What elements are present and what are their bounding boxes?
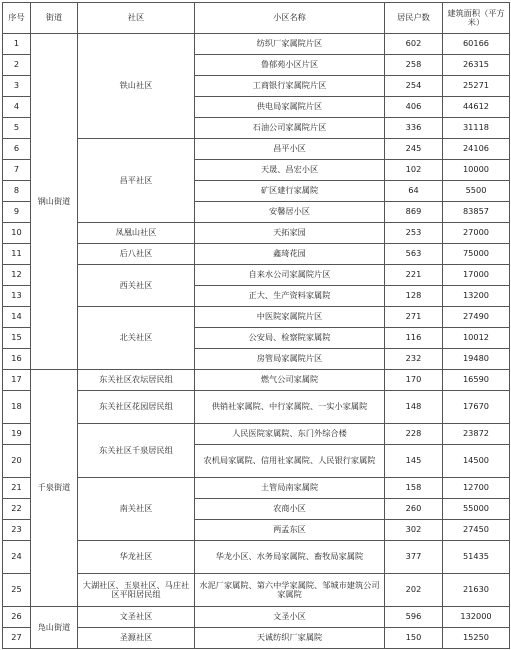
- cell-compound: 鲁郁苑小区片区: [195, 55, 385, 76]
- cell-households: 260: [385, 499, 443, 520]
- cell-street: 凫山街道: [31, 607, 78, 649]
- table-row: [3, 574, 510, 607]
- cell-households: 602: [385, 34, 443, 55]
- header-area: 建筑面积（平方米）: [443, 3, 510, 34]
- cell-community: 昌平社区: [78, 139, 195, 223]
- table-row: [3, 265, 510, 286]
- cell-households: 150: [385, 628, 443, 649]
- cell-no: 25: [3, 574, 31, 607]
- cell-compound: 工商银行家属院片区: [195, 76, 385, 97]
- cell-area: 132000: [443, 607, 510, 628]
- cell-community: 圣源社区: [78, 628, 195, 649]
- cell-compound: 石油公司家属院片区: [195, 118, 385, 139]
- table-row: [3, 307, 510, 328]
- cell-compound: 天诚纺织厂家属院: [195, 628, 385, 649]
- cell-households: 148: [385, 391, 443, 424]
- cell-area: 17670: [443, 391, 510, 424]
- cell-street: 千泉街道: [31, 370, 78, 607]
- cell-compound: 安馨居小区: [195, 202, 385, 223]
- cell-area: 26315: [443, 55, 510, 76]
- cell-no: 20: [3, 445, 31, 478]
- cell-no: 6: [3, 139, 31, 160]
- cell-area: 27450: [443, 520, 510, 541]
- cell-households: 869: [385, 202, 443, 223]
- cell-households: 145: [385, 445, 443, 478]
- cell-community: 东关社区千泉居民组: [78, 424, 195, 478]
- cell-area: 19480: [443, 349, 510, 370]
- cell-households: 245: [385, 139, 443, 160]
- cell-area: 10000: [443, 160, 510, 181]
- cell-compound: 供电局家属院片区: [195, 97, 385, 118]
- cell-community: 西关社区: [78, 265, 195, 307]
- cell-community: 北关社区: [78, 307, 195, 370]
- cell-area: 13200: [443, 286, 510, 307]
- table-row: [3, 424, 510, 445]
- cell-no: 5: [3, 118, 31, 139]
- cell-households: 377: [385, 541, 443, 574]
- cell-area: 31118: [443, 118, 510, 139]
- cell-no: 7: [3, 160, 31, 181]
- table-row: [3, 34, 510, 55]
- cell-compound: 自来水公司家属院片区: [195, 265, 385, 286]
- cell-area: 10012: [443, 328, 510, 349]
- cell-compound: 农商小区: [195, 499, 385, 520]
- cell-compound: 农机局家属院、信用社家属院、人民银行家属院: [195, 445, 385, 478]
- cell-community: 大湖社区、玉泉社区、马庄社区平阳居民组: [78, 574, 195, 607]
- header-no: 序号: [3, 3, 31, 34]
- header-households: 居民户数: [385, 3, 443, 34]
- cell-compound: 矿区建行家属院: [195, 181, 385, 202]
- table-row: [3, 541, 510, 574]
- cell-community: 南关社区: [78, 478, 195, 541]
- cell-compound: 人民医院家属院、东门外综合楼: [195, 424, 385, 445]
- cell-no: 27: [3, 628, 31, 649]
- cell-households: 596: [385, 607, 443, 628]
- cell-households: 258: [385, 55, 443, 76]
- cell-compound: 天拓家园: [195, 223, 385, 244]
- cell-area: 60166: [443, 34, 510, 55]
- cell-area: 27490: [443, 307, 510, 328]
- header-street: 街道: [31, 3, 78, 34]
- header-community: 社区: [78, 3, 195, 34]
- cell-compound: 文圣小区: [195, 607, 385, 628]
- cell-no: 8: [3, 181, 31, 202]
- cell-no: 3: [3, 76, 31, 97]
- cell-area: 51435: [443, 541, 510, 574]
- cell-area: 55000: [443, 499, 510, 520]
- cell-area: 27000: [443, 223, 510, 244]
- cell-no: 11: [3, 244, 31, 265]
- cell-area: 75000: [443, 244, 510, 265]
- cell-households: 116: [385, 328, 443, 349]
- cell-no: 13: [3, 286, 31, 307]
- cell-compound: 正大、生产资料家属院: [195, 286, 385, 307]
- table-row: [3, 223, 510, 244]
- table-header-row: [3, 3, 510, 34]
- cell-no: 16: [3, 349, 31, 370]
- cell-households: 254: [385, 76, 443, 97]
- cell-area: 25271: [443, 76, 510, 97]
- cell-street: 钢山街道: [31, 34, 78, 370]
- cell-households: 102: [385, 160, 443, 181]
- header-compound: 小区名称: [195, 3, 385, 34]
- table-row: [3, 628, 510, 649]
- cell-households: 228: [385, 424, 443, 445]
- table-row: [3, 478, 510, 499]
- cell-community: 后八社区: [78, 244, 195, 265]
- cell-compound: 纺织厂家属院片区: [195, 34, 385, 55]
- cell-area: 14500: [443, 445, 510, 478]
- cell-households: 221: [385, 265, 443, 286]
- cell-households: 302: [385, 520, 443, 541]
- table-row: [3, 391, 510, 424]
- cell-no: 21: [3, 478, 31, 499]
- cell-area: 44612: [443, 97, 510, 118]
- cell-no: 24: [3, 541, 31, 574]
- table-row: [3, 370, 510, 391]
- cell-no: 18: [3, 391, 31, 424]
- table-row: [3, 607, 510, 628]
- compound-table: [2, 2, 510, 649]
- table-row: [3, 139, 510, 160]
- cell-compound: 华龙小区、水务局家属院、畜牧局家属院: [195, 541, 385, 574]
- cell-area: 15250: [443, 628, 510, 649]
- cell-no: 17: [3, 370, 31, 391]
- cell-compound: 两孟东区: [195, 520, 385, 541]
- cell-community: 文圣社区: [78, 607, 195, 628]
- cell-area: 23872: [443, 424, 510, 445]
- cell-community: 华龙社区: [78, 541, 195, 574]
- cell-compound: 天晟、昌宏小区: [195, 160, 385, 181]
- cell-no: 1: [3, 34, 31, 55]
- cell-no: 26: [3, 607, 31, 628]
- cell-households: 406: [385, 97, 443, 118]
- cell-households: 170: [385, 370, 443, 391]
- cell-households: 128: [385, 286, 443, 307]
- cell-households: 253: [385, 223, 443, 244]
- cell-area: 5500: [443, 181, 510, 202]
- cell-area: 24106: [443, 139, 510, 160]
- cell-compound: 供销社家属院、中行家属院、一实小家属院: [195, 391, 385, 424]
- cell-community: 凤凰山社区: [78, 223, 195, 244]
- cell-households: 202: [385, 574, 443, 607]
- cell-households: 271: [385, 307, 443, 328]
- cell-compound: 土管局南家属院: [195, 478, 385, 499]
- cell-area: 83857: [443, 202, 510, 223]
- cell-no: 22: [3, 499, 31, 520]
- cell-households: 64: [385, 181, 443, 202]
- cell-compound: 燃气公司家属院: [195, 370, 385, 391]
- table-row: [3, 244, 510, 265]
- cell-no: 12: [3, 265, 31, 286]
- cell-compound: 中医院家属院片区: [195, 307, 385, 328]
- cell-households: 336: [385, 118, 443, 139]
- cell-households: 563: [385, 244, 443, 265]
- cell-compound: 房管局家属院片区: [195, 349, 385, 370]
- cell-households: 232: [385, 349, 443, 370]
- cell-no: 23: [3, 520, 31, 541]
- cell-households: 158: [385, 478, 443, 499]
- cell-area: 12700: [443, 478, 510, 499]
- cell-area: 16590: [443, 370, 510, 391]
- cell-area: 21630: [443, 574, 510, 607]
- cell-compound: 昌平小区: [195, 139, 385, 160]
- cell-community: 铁山社区: [78, 34, 195, 139]
- cell-no: 9: [3, 202, 31, 223]
- cell-area: 17000: [443, 265, 510, 286]
- cell-community: 东关社区农坛居民组: [78, 370, 195, 391]
- cell-community: 东关社区花园居民组: [78, 391, 195, 424]
- cell-compound: 水泥厂家属院、第六中学家属院、邹城市建筑公司家属院: [195, 574, 385, 607]
- cell-compound: 公安局、检察院家属院: [195, 328, 385, 349]
- cell-no: 4: [3, 97, 31, 118]
- cell-no: 14: [3, 307, 31, 328]
- cell-no: 2: [3, 55, 31, 76]
- cell-no: 19: [3, 424, 31, 445]
- cell-no: 15: [3, 328, 31, 349]
- cell-no: 10: [3, 223, 31, 244]
- cell-compound: 鑫琦花园: [195, 244, 385, 265]
